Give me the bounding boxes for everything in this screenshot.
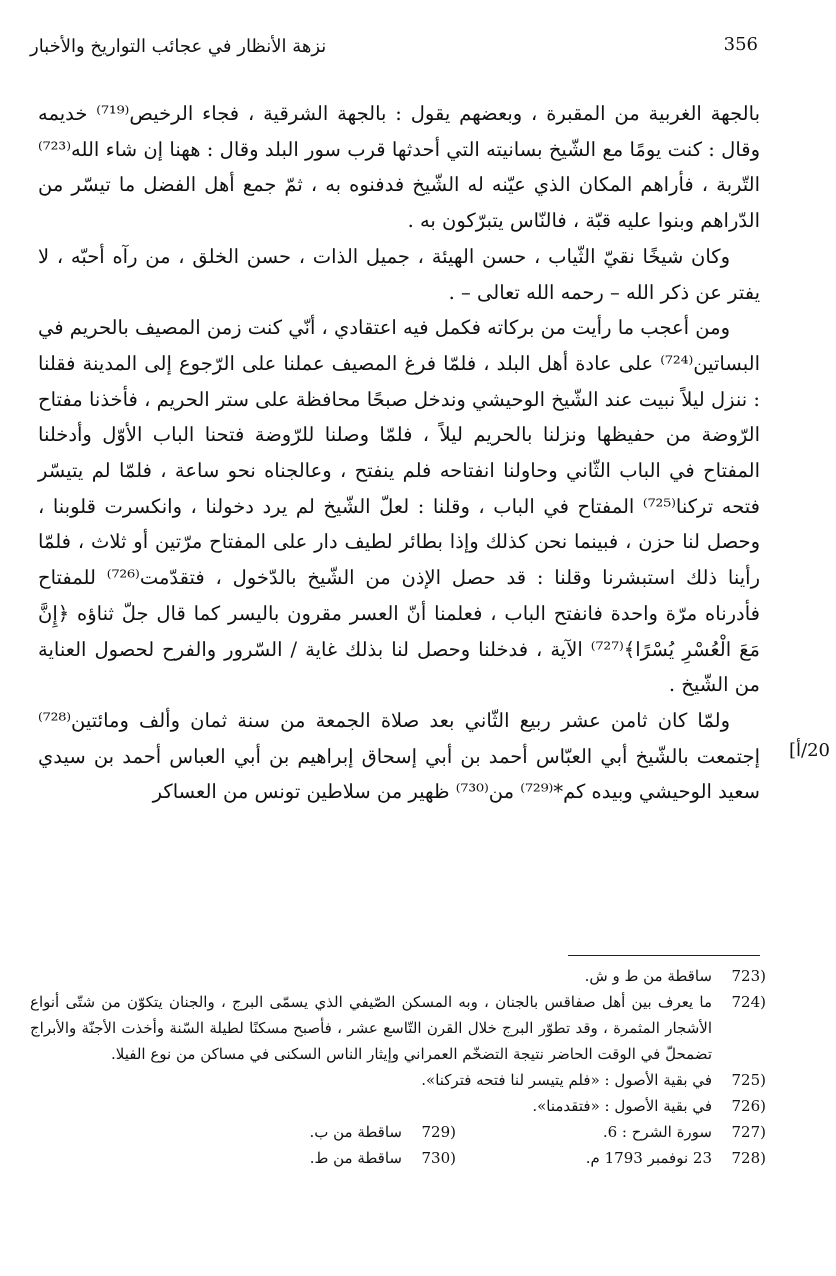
footnote-text: ساقطة من ط. xyxy=(309,1149,402,1167)
footnote-text: ساقطة من ط و ش. xyxy=(584,967,712,985)
footnote-724 xyxy=(30,989,766,1067)
footnote-728 xyxy=(456,1145,766,1171)
paragraph-3: ومن أعجب ما رأيت من بركاته فكمل فيه اعتقادي ، أنّي كنت زمن المصيف بالحريم في البساتين⁽⁷²⁴⁾ على عادة أهل البلد ، فلمّا فرغ المصيف عملنا على الرّجوع إلى المدينة فقلنا : ننزل ليلاً نبيت عند الشّيخ الوحيشي وندخل صبحًا محافظة على ستر الحريم ، فأخذنا مفتاح الرّوضة من حفيظها ونزلنا بالحريم ليلاً ، فلمّا وصلنا للرّوضة فتحنا الباب الأوّل وأدخلنا المفتاح في الباب الثّاني وحاولنا انفتاحه فلم ينفتح ، وعالجناه نحو ساعة ، فلمّا لم يتيسّر فتحه تركنا⁽⁷²⁵⁾ المفتاح في الباب ، وقلنا : لعلّ الشّيخ لم يرد دخولنا ، وانكسرت قلوبنا ، وحصل لنا حزن ، فبينما نحن كذلك وإذا بطائر لطيف دار على المفتاح مرّتين أو ثلاث ، فلمّا رأينا ذلك استبشرنا وقلنا : قد حصل الإذن من الشّيخ بالدّخول ، فتقدّمت⁽⁷²⁶⁾ للمفتاح فأدرناه مرّة واحدة فانفتح الباب ، فعلمنا أنّ العسر مقرون باليسر كما قال جلّ ثناؤه ﴿إِنَّ مَعَ الْعُسْرِ يُسْرًا﴾⁽⁷²⁷⁾ الآية ، فدخلنا وحصل لنا بذلك غاية / السّرور والفرح لحصول العناية من الشّيخ . xyxy=(38,316,761,697)
folio-marker: 20/أ] xyxy=(789,740,830,761)
footnotes xyxy=(30,963,766,1171)
footnote-number: 726) xyxy=(731,1097,766,1115)
footnote-text: في بقية الأصول : «فلم يتيسر لنا فتحه فتركنا». xyxy=(421,1071,712,1089)
footnote-text: ما يعرف بين أهل صفاقس بالجنان ، وبه المسكن الصّيفي الذي يسمّى البرج ، والجنان يتكوّن من شتّى أنواع الأشجار المثمرة ، وقد تطوّر البرج خلال القرن التّاسع عشر ، فأصبح مسكنًا لطيلة السّنة وأخذت الأجنّة والأبراج تضمحلّ في الوقت الحاضر نتيجة التضخّم العمراني وإيثار الناس السكنى في مساكن من نوع الفيلا. xyxy=(30,993,712,1063)
footnote-729 xyxy=(146,1119,456,1145)
running-title: نزهة الأنظار في عجائب التواريخ والأخبار xyxy=(30,36,327,57)
footnote-text: في بقية الأصول : «فتقدمنا». xyxy=(532,1097,712,1115)
footnote-row xyxy=(30,1145,766,1171)
footnote-727 xyxy=(456,1119,766,1145)
footnote-text: ساقطة من ب. xyxy=(309,1123,402,1141)
page-header xyxy=(30,28,758,68)
footnote-separator xyxy=(568,955,760,956)
footnote-number: 730) xyxy=(421,1149,456,1167)
paragraph-1: بالجهة الغربية من المقبرة ، وبعضهم يقول : بالجهة الشرقية ، فجاء الرخيص⁽⁷¹⁹⁾ خديمه وقال : كنت يومًا مع الشّيخ بسانيته التي أحدثها قرب سور البلد وقال : ههنا إن شاء الله⁽⁷²³⁾ التّربة ، فأراهم المكان الذي عيّنه له الشّيخ فدفنوه به ، ثمّ جمع أهل الفضل ما تيسّر من الدّراهم وبنوا عليه قبّة ، فالنّاس يتبرّكون به . xyxy=(38,102,760,233)
paragraph-4: ولمّا كان ثامن عشر ربيع الثّاني بعد صلاة الجمعة من سنة ثمان وألف ومائتين⁽⁷²⁸⁾ إجتمعت بالشّيخ أبي العبّاس أحمد بن أبي إسحاق إبراهيم بن أبي العباس أحمد بن سيدي سعيد الوحيشي وبيده كم*⁽⁷²⁹⁾ من⁽⁷³⁰⁾ ظهير من سلاطين تونس من العساكر xyxy=(38,708,760,804)
paragraph-2: وكان شيخًا نقيّ الثّياب ، حسن الهيئة ، جميل الذات ، حسن الخلق ، من رآه أحبّه ، لا يفتر عن ذكر الله – رحمه الله تعالى – . xyxy=(38,244,760,304)
footnote-number: 724) xyxy=(731,993,766,1011)
main-text xyxy=(38,96,760,810)
footnote-723 xyxy=(30,963,766,989)
footnote-number: 729) xyxy=(421,1123,456,1141)
footnote-number: 723) xyxy=(731,967,766,985)
footnote-row xyxy=(30,1119,766,1145)
footnote-725 xyxy=(30,1067,766,1093)
footnote-number: 728) xyxy=(731,1149,766,1167)
footnote-text: 23 نوفمبر 1793 م. xyxy=(585,1149,712,1167)
footnote-number: 727) xyxy=(731,1123,766,1141)
footnote-730 xyxy=(146,1145,456,1171)
footnote-number: 725) xyxy=(731,1071,766,1089)
page-number: 356 xyxy=(723,34,758,55)
footnote-text: سورة الشرح : 6. xyxy=(602,1123,712,1141)
footnote-726 xyxy=(30,1093,766,1119)
